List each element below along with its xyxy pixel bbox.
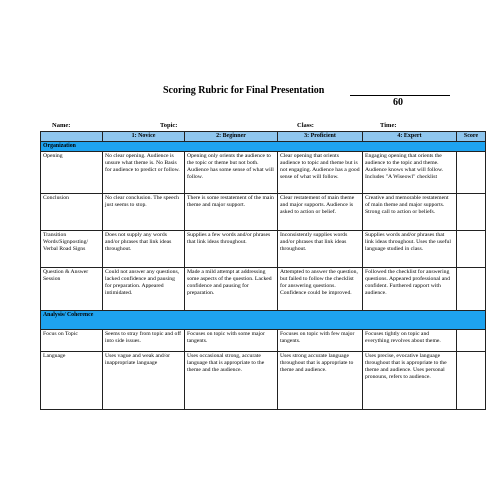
criterion-question-answer: Question & Answer Session bbox=[41, 268, 103, 311]
cell-expert: Focuses tightly on topic and everything revolves about theme. bbox=[363, 330, 457, 352]
header-proficient: 3: Proficient bbox=[278, 132, 363, 142]
cell-beginner: Opening only orients the audience to the topic or theme but not both. Audience has some sense of what will follow. bbox=[185, 152, 278, 194]
time-label: Time: bbox=[380, 122, 397, 129]
score-cell[interactable] bbox=[457, 194, 486, 231]
section-analysis-coherence bbox=[41, 311, 486, 330]
cell-beginner: Made a mild attempt at addressing some aspects of the question. Lacked confidence and pausing for preparation. bbox=[185, 268, 278, 311]
table-row bbox=[41, 231, 486, 268]
cell-proficient: Uses strong accurate language throughout that is appropriate to theme and audience. bbox=[278, 352, 363, 410]
table-row bbox=[41, 268, 486, 311]
cell-novice: Uses vague and weak and/or inappropriate language bbox=[103, 352, 185, 410]
cell-novice: Does not supply any words and/or phrases that link ideas throughout. bbox=[103, 231, 185, 268]
score-cell[interactable] bbox=[457, 268, 486, 311]
criterion-conclusion: Conclusion bbox=[41, 194, 103, 231]
header-score: Score bbox=[457, 132, 486, 142]
cell-proficient: Attempted to answer the question, but failed to follow the checklist for answering questions. Confidence could be improved. bbox=[278, 268, 363, 311]
criterion-transition-words: Transition Words/Signposting/ Verbal Road Signs bbox=[41, 231, 103, 268]
criterion-language: Language bbox=[41, 352, 103, 410]
score-cell[interactable] bbox=[457, 231, 486, 268]
header-row bbox=[41, 132, 486, 142]
total-score-line bbox=[350, 95, 450, 96]
table-row bbox=[41, 194, 486, 231]
table-row bbox=[41, 352, 486, 410]
cell-expert: Creative and memorable restatement of main theme and major supports. Strong call to action or beliefs. bbox=[363, 194, 457, 231]
document-title: Scoring Rubric for Final Presentation bbox=[163, 85, 325, 96]
header-criterion bbox=[41, 132, 103, 142]
name-label: Name: bbox=[52, 122, 71, 129]
total-points: 60 bbox=[393, 97, 403, 108]
section-organization bbox=[41, 142, 486, 152]
cell-beginner: There is some restatement of the main theme and major support. bbox=[185, 194, 278, 231]
section-title: Analysis/ Coherence bbox=[41, 311, 486, 330]
cell-expert: Engaging opening that orients the audience to the topic and theme. Audience knows what will follow. Includes "A Wiseowl" checklist bbox=[363, 152, 457, 194]
cell-expert: Supplies words and/or phrases that link ideas throughout. Uses the useful language studied in class. bbox=[363, 231, 457, 268]
rubric-table bbox=[40, 131, 486, 410]
cell-expert: Uses precise, evocative language throughout that is appropriate to the theme and audience. Uses personal pronouns, refers to audience. bbox=[363, 352, 457, 410]
cell-beginner: Supplies a few words and/or phrases that link ideas throughout. bbox=[185, 231, 278, 268]
criterion-focus-on-topic: Focus on Topic bbox=[41, 330, 103, 352]
cell-proficient: Focuses on topic with few major tangents. bbox=[278, 330, 363, 352]
cell-novice: No clear conclusion. The speech just seems to stop. bbox=[103, 194, 185, 231]
cell-proficient: Inconsistently supplies words and/or phrases that link ideas throughout. bbox=[278, 231, 363, 268]
section-title: Organization bbox=[41, 142, 486, 152]
score-cell[interactable] bbox=[457, 352, 486, 410]
score-cell[interactable] bbox=[457, 152, 486, 194]
table-row bbox=[41, 330, 486, 352]
cell-proficient: Clear restatement of main theme and major supports. Audience is asked to action or belief. bbox=[278, 194, 363, 231]
cell-novice: Seems to stray from topic and off into side issues. bbox=[103, 330, 185, 352]
header-expert: 4: Expert bbox=[363, 132, 457, 142]
score-cell[interactable] bbox=[457, 330, 486, 352]
cell-beginner: Uses occasional strong, accurate language that is appropriate to the theme and the audience. bbox=[185, 352, 278, 410]
header-novice: 1: Novice bbox=[103, 132, 185, 142]
cell-novice: Could not answer any questions, lacked confidence and pausing for preparation. Appeared intimidated. bbox=[103, 268, 185, 311]
cell-expert: Followed the checklist for answering questions. Appeared professional and confident. Furthered rapport with audience. bbox=[363, 268, 457, 311]
class-label: Class: bbox=[297, 122, 314, 129]
cell-beginner: Focuses on topic with some major tangents. bbox=[185, 330, 278, 352]
header-beginner: 2: Beginner bbox=[185, 132, 278, 142]
criterion-opening: Opening bbox=[41, 152, 103, 194]
topic-label: Topic: bbox=[160, 122, 178, 129]
cell-novice: No clear opening. Audience is unsure what theme is. No Basis for audience to predict or follow. bbox=[103, 152, 185, 194]
cell-proficient: Clear opening that orients audience to topic and theme but is not engaging. Audience has a good sense of what will follow. bbox=[278, 152, 363, 194]
table-row bbox=[41, 152, 486, 194]
